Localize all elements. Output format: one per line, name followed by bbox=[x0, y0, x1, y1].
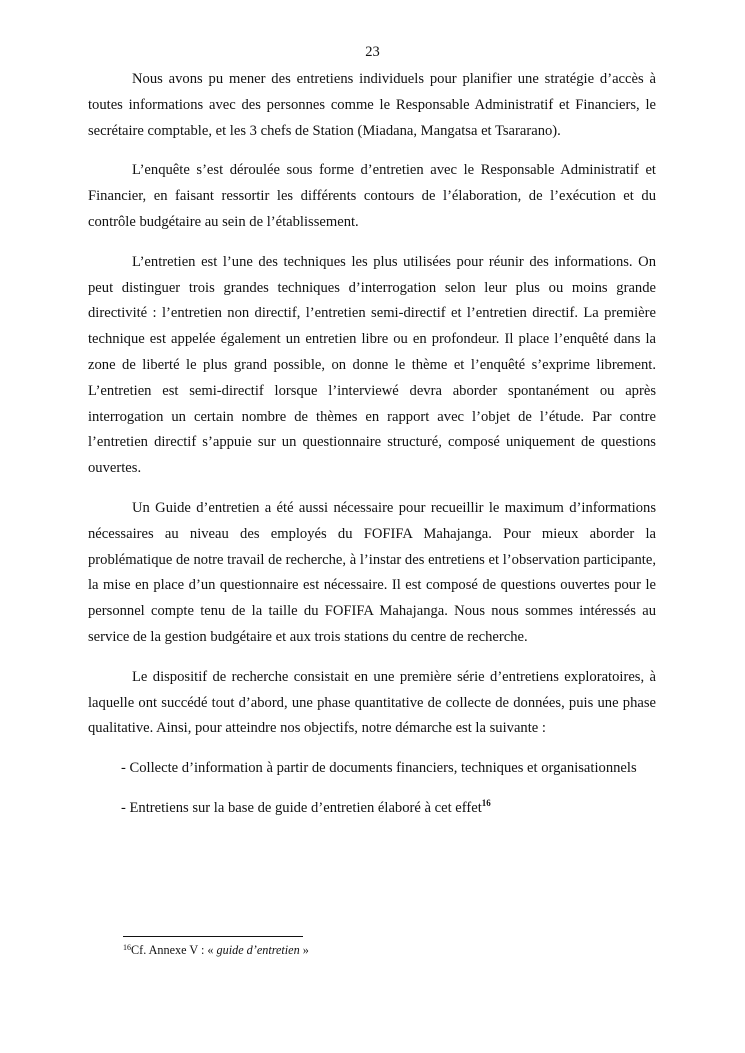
footnote-title: guide d’entretien bbox=[216, 943, 300, 957]
body-text bbox=[88, 67, 656, 822]
page-number: 23 bbox=[365, 44, 380, 60]
footnote-marker: 16 bbox=[123, 943, 131, 952]
footnote-prefix: Cf. Annexe V : « bbox=[131, 943, 217, 957]
paragraph-interviews: Nous avons pu mener des entretiens individuels pour planifier une stratégie d’accès à toutes informations avec des personnes comme le Responsable Administratif et Financiers, le secrétaire comptable, et les 3 chefs de Station (Miadana, Mangatsa et Tsararano). bbox=[88, 71, 656, 139]
footnote bbox=[123, 941, 309, 959]
paragraph-interview-guide: Un Guide d’entretien a été aussi nécessaire pour recueillir le maximum d’informations nécessaires au niveau des employés du FOFIFA Mahajanga. Pour mieux aborder la problématique de notre travail de recherche, à l’instar des entretiens et l’observation participante, la mise en place d’un questionnaire est nécessaire. Il est composé de questions ouvertes pour le personnel compte tenu de la taille du FOFIFA Mahajanga. Nous nous sommes intéressés au service de la gestion budgétaire et aux trois stations du centre de recherche. bbox=[88, 499, 656, 645]
paragraph-interview-techniques: L’entretien est l’une des techniques les plus utilisées pour réunir des informations. On peut distinguer trois grandes techniques d’interrogation selon leur plus ou moins grande directivité : l’entretien non directif, l’entretien semi-directif et l’entretien directif. La première technique est appelée également un entretien libre ou en profondeur. Il place l’enquêté dans la zone de liberté le plus grand possible, on donne le thème et l’enquêté s’exprime librement. L’entretien est semi-directif lorsque l’interviewé devra aborder spontanément ou après interrogation un certain nombre de thèmes en rapport avec l’objet de l’étude. Par contre l’entretien directif s’appuie sur un questionnaire structuré, composé uniquement de questions ouvertes. bbox=[88, 253, 656, 477]
footnote-divider bbox=[123, 936, 303, 937]
list-item-collecte bbox=[88, 756, 656, 782]
list-item-entretiens bbox=[88, 796, 656, 822]
footnote-suffix: » bbox=[299, 943, 309, 957]
paragraph-research-design: Le dispositif de recherche consistait en une première série d’entretiens exploratoires, à laquelle ont succédé tout d’abord, une phase quantitative de collecte de données, puis une phase qualitative. Ainsi, pour atteindre nos objectifs, notre démarche est la suivante : bbox=[88, 668, 656, 737]
list-item-text: - Entretiens sur la base de guide d’entretien élaboré à cet effet bbox=[121, 799, 482, 816]
footnote-reference[interactable]: 16 bbox=[481, 797, 491, 808]
list-item-text: - Collecte d’information à partir de documents financiers, techniques et organisationnels bbox=[121, 760, 637, 777]
paragraph-survey: L’enquête s’est déroulée sous forme d’entretien avec le Responsable Administratif et Financier, en faisant ressortir les différents contours de l’élaboration, de l’exécution et du contrôle budgétaire au sein de l’établissement. bbox=[88, 162, 656, 230]
